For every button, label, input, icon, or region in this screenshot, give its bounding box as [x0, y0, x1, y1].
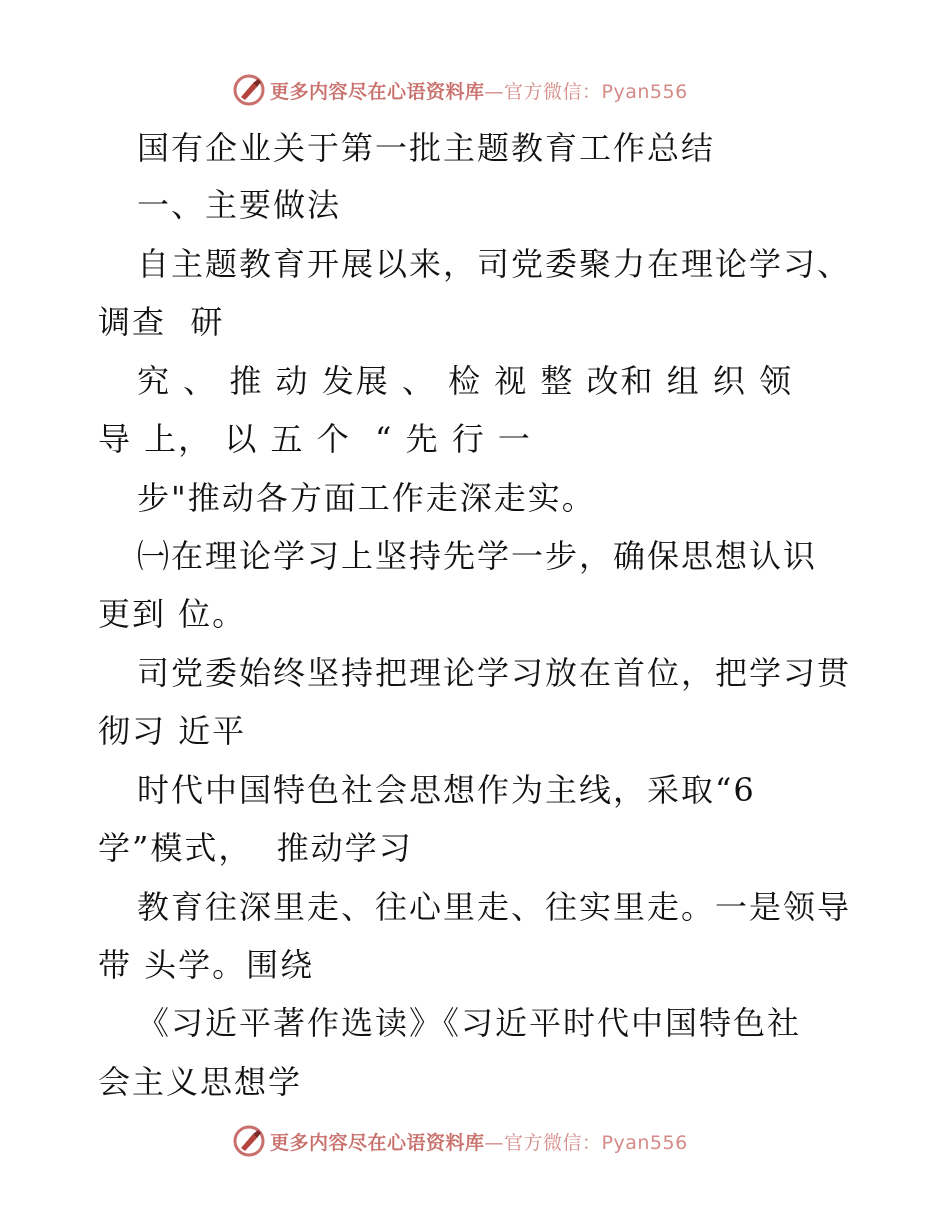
paragraph-line: 步"推动各方面工作走深走实。: [137, 479, 596, 517]
paragraph-line: 会主义思想学: [98, 1063, 303, 1101]
footer-watermark: [232, 1123, 688, 1159]
paragraph-line: 更到 位。: [98, 595, 247, 633]
paragraph-line: 《习近平著作选读》《习近平时代中国特色社: [137, 1004, 802, 1042]
watermark-text: [270, 77, 688, 104]
brand-logo-icon: [232, 73, 266, 107]
paragraph-line: 时代中国特色社会思想作为主线，采取“6: [137, 771, 756, 809]
document-title: 国有企业关于第一批主题教育工作总结: [137, 129, 716, 167]
paragraph-line: 调查 研: [98, 303, 225, 341]
paragraph-line: 学”模式， 推动学习: [98, 829, 413, 867]
brand-logo-icon: [232, 1124, 266, 1158]
paragraph-line: 自主题教育开展以来，司党委聚力在理论学习、: [137, 245, 852, 283]
subsection-heading: ㈠在理论学习上坚持先学一步，确保思想认识: [137, 537, 818, 575]
paragraph-line: 司党委始终坚持把理论学习放在首位，把学习贯: [137, 654, 852, 692]
watermark-text: [270, 1128, 688, 1155]
watermark-separator: —: [484, 1131, 505, 1154]
header-watermark: [232, 72, 688, 108]
section-heading: 一、主要做法: [137, 186, 342, 224]
paragraph-line: 导 上， 以 五 个 “ 先 行 一: [98, 420, 532, 458]
watermark-separator: —: [484, 80, 505, 103]
paragraph-line: 彻习 近平: [98, 712, 247, 750]
paragraph-line: 究 、 推 动 发展 、 检 视 整 改和 组 织 领: [137, 362, 794, 400]
watermark-official: 官方微信：Pyan556: [504, 80, 688, 103]
watermark-brand: 更多内容尽在心语资料库: [270, 80, 485, 103]
paragraph-line: 教育往深里走、往心里走、往实里走。一是领导: [137, 888, 852, 926]
paragraph-line: 带 头学。围绕: [98, 946, 315, 984]
watermark-official: 官方微信：Pyan556: [504, 1131, 688, 1154]
watermark-brand: 更多内容尽在心语资料库: [270, 1131, 485, 1154]
